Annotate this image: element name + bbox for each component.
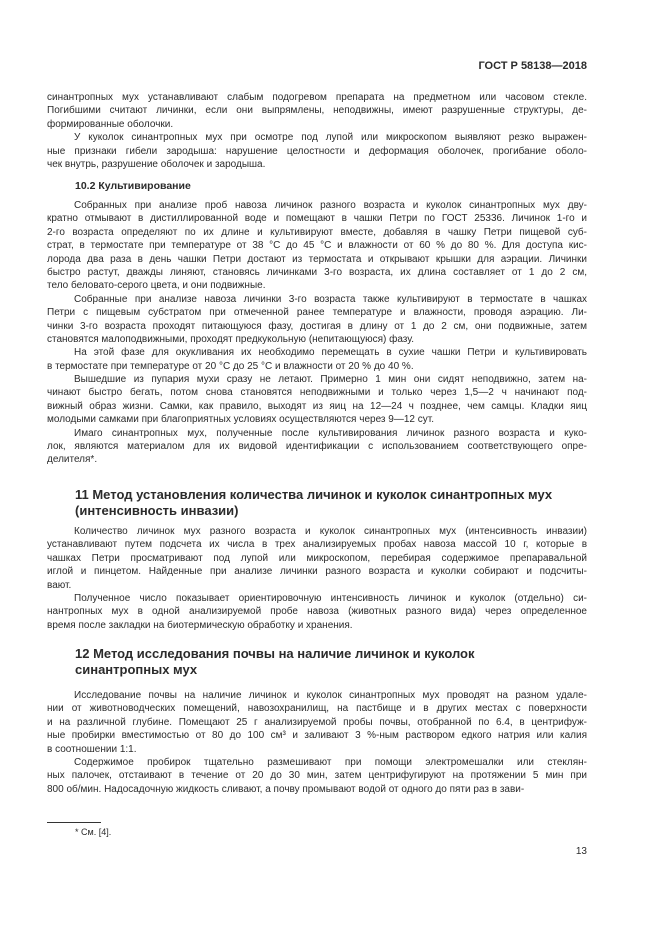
text-line: Собранные при анализе навоза личинки 3-го возраста также культивируют в термостате в чашках [74, 293, 587, 305]
text-line: 800 об/мин. Надосадочную жидкость сливают, а почву промывают водой от одного до пяти раз в зави- [47, 783, 525, 795]
text-line: и на различной глубине. Помещают 25 г анализируемой пробы почвы, отобранной по 6.4, в центрифуж- [47, 716, 587, 728]
text-line: формированные оболочки. [47, 118, 174, 130]
text-line: делителя*. [47, 454, 98, 466]
text-line: молодыми самками при благоприятных условиях осуществляются через 9—12 сут. [47, 414, 434, 426]
text-line: лорода два раза в день чашки Петри достают из термостата и открывают крышки для аэрации. Личинки [47, 253, 587, 265]
text-line: быстро растут, дважды линяют, становясь личинками 3-го возраста, их длина составляет от 1 до 2 см, [47, 266, 587, 278]
paragraph [47, 756, 587, 796]
text-line: Количество личинок мух разного возраста и куколок синантропных мух (интенсивность инвазии) [74, 526, 587, 537]
text-line: лок, являются материалом для их видовой идентификации с использованием соответствующего опре- [47, 441, 587, 453]
paragraph [47, 373, 587, 427]
text-line: Содержимое пробирок тщательно размешивают при помощи электромешалки или стеклян- [74, 756, 587, 768]
text-block-continuation [47, 91, 587, 171]
text-line: Погибшими считают личинки, если они выпрямлены, неподвижны, имеют разрушенные структуры, де- [47, 105, 587, 117]
text-line: время после закладки на биотермическую обработку и хранения. [47, 619, 353, 631]
paragraph [47, 293, 587, 347]
paragraph [47, 199, 587, 293]
text-line: в соотношении 1:1. [47, 743, 137, 755]
text-line: в термостате при температуре от 20 °С до 25 °С и влажности от 20 % до 40 %. [47, 360, 414, 372]
text-line: устанавливают путем подсчета их числа в трех анализируемых пробах навоза массой 10 г, которые в [47, 539, 587, 551]
text-line: чинки 3-го возраста проходят питающуюся фазу, достигая в длину от 1 до 2 см, они подвижные, затем [47, 320, 587, 332]
text-line: ные признаки гибели зародыша: нарушение целостности и деформация оболочек, прогибание оболо- [47, 145, 587, 157]
text-line: становятся малоподвижными, проходят предкукольную (непитающуюся) фазу. [47, 333, 415, 345]
text-line: Собранных при анализе проб навоза личинок разного возраста и куколок синантропных мух дву- [74, 200, 587, 211]
paragraph [47, 346, 587, 373]
section-heading-12: 12 Метод исследования почвы на наличие личинок и куколок синантропных мух [75, 646, 475, 677]
text-line: чашках Петри просматривают под лупой или микроскопом, перебирая содержимое препаравальной [47, 552, 587, 564]
text-line: чек внутрь, разрушение оболочек и зародыша. [47, 158, 266, 170]
text-line: синантропных мух устанавливают слабым подогревом препарата на предметном или часовом стекле. [47, 92, 587, 103]
text-line: У куколок синантропных мух при осмотре под лупой или микроскопом выявляют резко выражен- [74, 132, 587, 144]
text-block-section-12 [47, 689, 587, 796]
section-heading-10-2: 10.2 Культивирование [75, 180, 191, 192]
page-number: 13 [575, 846, 587, 857]
document-header-id: ГОСТ Р 58138—2018 [478, 60, 587, 72]
paragraph [47, 91, 587, 131]
paragraph [47, 427, 587, 467]
text-block-cultivation [47, 199, 587, 467]
text-line: Имаго синантропных мух, полученные после культивирования личинок разного возраста и куко- [74, 427, 587, 439]
text-line: Полученное число показывает ориентировочную интенсивность личинок и куколок (отдельно) си- [74, 592, 587, 604]
text-line: чинают быстро бегать, потом снова становятся неподвижными и только через 1,5—2 ч начинают под- [47, 387, 587, 399]
text-line: вижный образ жизни. Самки, как правило, выходят из яиц на 12—24 ч позднее, чем самцы. Кладки яиц [47, 400, 587, 412]
text-block-section-11 [47, 525, 587, 632]
text-line: На этой фазе для окукливания их необходимо перемещать в сухие чашки Петри и культивировать [74, 347, 587, 359]
text-line: ных палочек, отстаивают в течение от 20 до 30 мин, затем центрифугируют на протяжении 5 мин при [47, 770, 587, 782]
paragraph [47, 592, 587, 632]
text-line: кратно отмывают в дистиллированной воде и помещают в чашки Петри по ГОСТ 25336. Личинок 1-го и [47, 213, 587, 225]
paragraph [47, 525, 587, 592]
text-line: нантропных мух в одной анализируемой пробе навоза (животных разного вида) через определенное [47, 606, 587, 618]
text-line: ные пробирки вместимостью от 80 до 100 см³ и заливают 3 %-ным раствором едкого натрия или калия [47, 730, 587, 742]
text-line: Вышедшие из пупария мухи сразу не летают. Примерно 1 мин они сидят неподвижно, затем на- [74, 374, 587, 386]
footnote: * См. [4]. [75, 827, 112, 837]
text-line: вают. [47, 579, 72, 591]
paragraph [47, 131, 587, 171]
paragraph [47, 689, 587, 756]
text-line: тело беловато-серого цвета, и они подвижные. [47, 280, 266, 292]
footnote-divider [47, 822, 101, 823]
text-line: страт, в термостате при температуре от 38 °С до 45 °С и влажности от 60 % до 80 %. Для доступа кис- [47, 240, 587, 252]
section-heading-11: 11 Метод установления количества личинок и куколок синантропных мух (интенсивность инвазии) [75, 487, 553, 518]
text-line: иглой и пинцетом. Найденные при анализе личинки разного возраста и куколки собирают и подсчиты- [47, 566, 587, 578]
text-line: нии от животноводческих помещений, навозохранилищ, на пастбище и в других местах с поверхности [47, 703, 587, 715]
text-line: Петри с пищевым субстратом при отмеченной ранее температуре и влажности, проводя аэрацию. Ли- [47, 307, 587, 319]
text-line: 2-го возраста определяют по их длине и культивируют вместе, добавляя в чашку Петри пищевой суб- [47, 226, 587, 238]
text-line: Исследование почвы на наличие личинок и куколок синантропных мух проводят на разном удале- [74, 690, 587, 701]
